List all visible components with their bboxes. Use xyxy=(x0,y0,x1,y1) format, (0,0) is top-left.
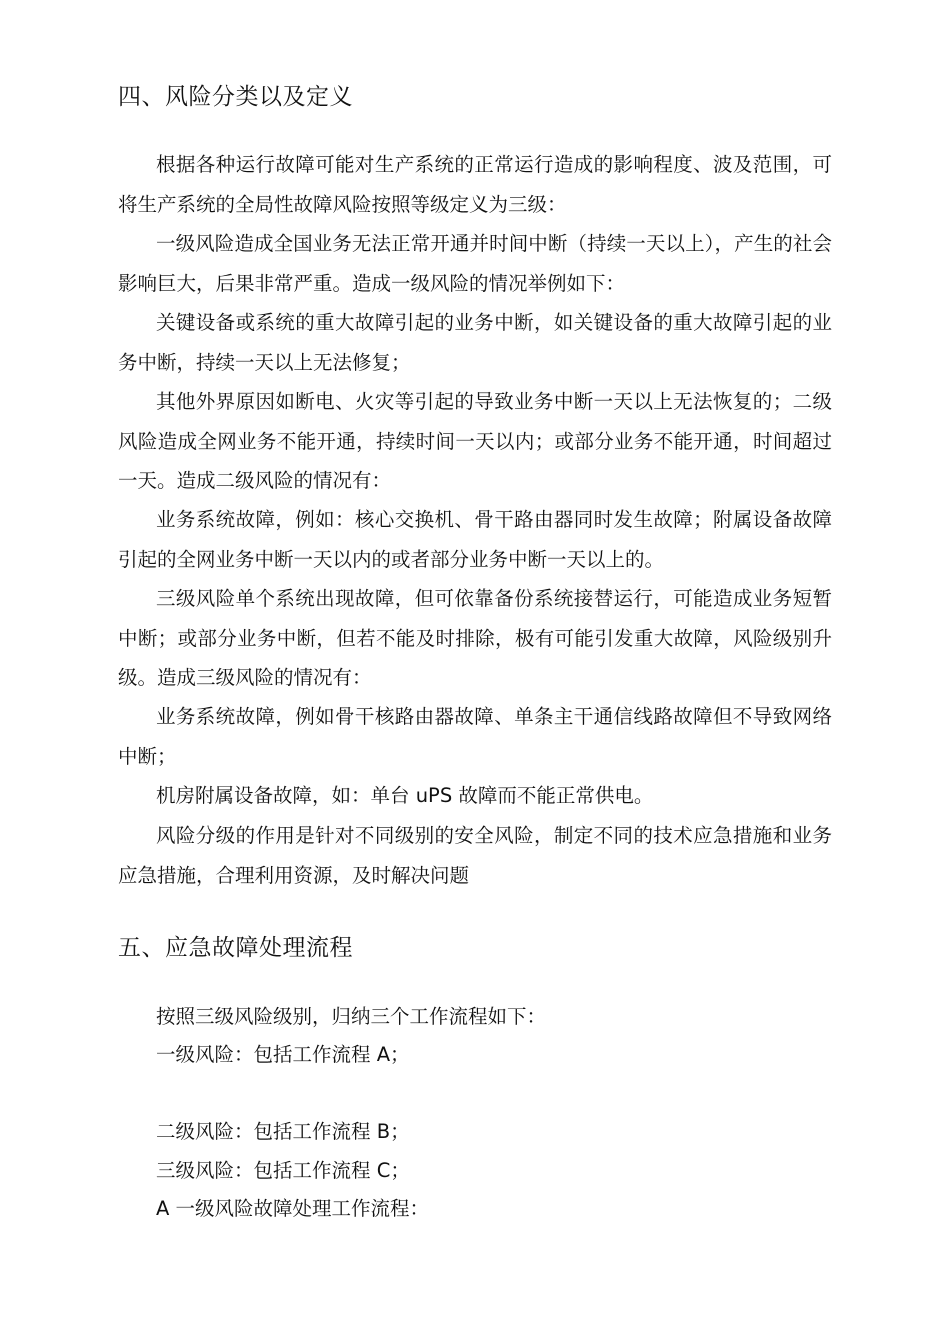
level3-workflow-line: 三级风险：包括工作流程 C； xyxy=(156,1159,410,1182)
workflow-a-title-line: A 一级风险故障处理工作流程： xyxy=(156,1197,430,1220)
level2-workflow-line: 二级风险：包括工作流程 B； xyxy=(156,1120,410,1143)
paragraph-level1-definition: 一级风险造成全国业务无法正常开通并时间中断（持续一天以上），产生的社会影响巨大，后果非常严重。造成一级风险的情况举例如下： xyxy=(118,232,832,295)
workflow-intro-line: 按照三级风险级别，归纳三个工作流程如下： xyxy=(156,1005,547,1028)
paragraph-level3-definition: 三级风险单个系统出现故障，但可依靠备份系统接替运行，可能造成业务短暂中断；或部分业务中断，但若不能及时排除，极有可能引发重大故障，风险级别升级。造成三级风险的情况有： xyxy=(118,587,832,689)
section-4-heading: 四、风险分类以及定义 xyxy=(118,84,353,110)
paragraph-level3-example-router: 业务系统故障，例如骨干核路由器故障、单条主干通信线路故障但不导致网络中断； xyxy=(118,705,832,768)
paragraph-risk-purpose: 风险分级的作用是针对不同级别的安全风险，制定不同的技术应急措施和业务应急措施，合理利用资源，及时解决问题 xyxy=(118,824,832,887)
paragraph-level1-external-and-level2-definition: 其他外界原因如断电、火灾等引起的导致业务中断一天以上无法恢复的；二级风险造成全网业务不能开通，持续时间一天以内；或部分业务不能开通，时间超过一天。造成二级风险的情况有： xyxy=(118,390,832,492)
paragraph-risk-intro: 根据各种运行故障可能对生产系统的正常运行造成的影响程度、波及范围，可将生产系统的全局性故障风险按照等级定义为三级： xyxy=(118,153,832,216)
paragraph-level1-example-key-device: 关键设备或系统的重大故障引起的业务中断，如关键设备的重大故障引起的业务中断，持续一天以上无法修复； xyxy=(118,311,832,374)
section-5-heading: 五、应急故障处理流程 xyxy=(118,935,353,961)
paragraph-level2-example: 业务系统故障，例如：核心交换机、骨干路由器同时发生故障；附属设备故障引起的全网业务中断一天以内的或者部分业务中断一天以上的。 xyxy=(118,508,832,571)
level1-workflow-line: 一级风险：包括工作流程 A； xyxy=(156,1043,410,1066)
paragraph-level3-example-ups: 机房附属设备故障，如：单台 uPS 故障而不能正常供电。 xyxy=(156,784,654,807)
